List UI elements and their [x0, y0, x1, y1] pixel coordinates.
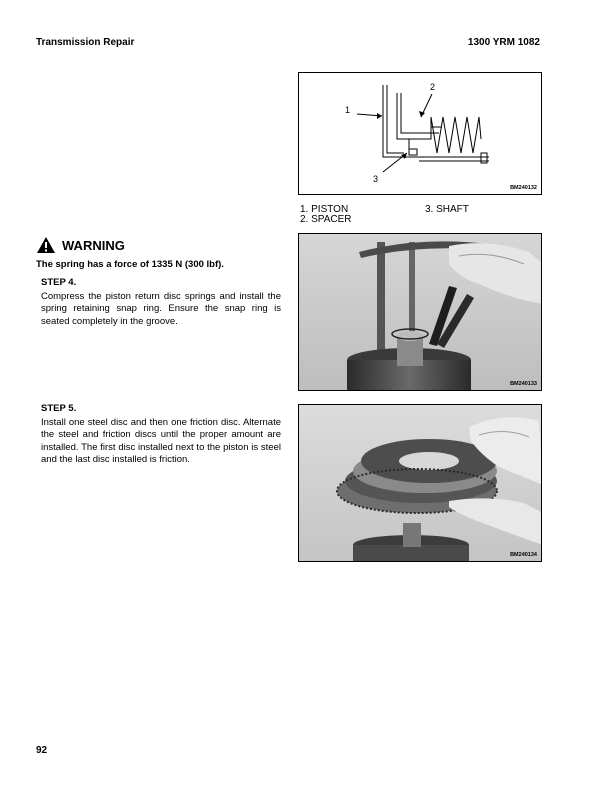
piston-diagram-drawing: [299, 73, 542, 195]
disc-photo-rendering: [299, 405, 542, 562]
snap-ring-photo-rendering: [299, 234, 542, 391]
page-number: 92: [36, 745, 48, 756]
disc-install-photo: [298, 404, 542, 562]
step-4-block: [41, 277, 281, 328]
step-5-title: STEP 5.: [41, 403, 77, 414]
warning-title: WARNING: [62, 237, 125, 253]
legend-item-piston: 1. PISTON: [300, 204, 349, 215]
callout-2: 2: [430, 82, 436, 92]
callout-3: 3: [373, 174, 379, 184]
legend-item-shaft: 3. SHAFT: [425, 204, 469, 215]
figure-id-label: BM240134: [510, 552, 537, 558]
figure-id-label: BM240133: [510, 381, 537, 387]
step-5-block: [41, 403, 281, 467]
piston-diagram-figure: [298, 72, 542, 195]
header-document-number: 1300 YRM 1082: [467, 37, 540, 48]
snap-ring-install-photo: [298, 233, 542, 391]
step-5-body: Install one steel disc and then one friction disc. Alternate the steel and friction discs until the proper amount are installed. The first disc installed next to the piston is steel and the last disc installed is friction.: [41, 416, 281, 465]
warning-block: [36, 236, 281, 270]
warning-triangle-icon: [36, 236, 56, 254]
step-4-title: STEP 4.: [41, 277, 77, 288]
callout-1: 1: [345, 105, 351, 115]
legend-item-spacer: 2. SPACER: [300, 214, 352, 225]
figure-id-label: BM240132: [510, 185, 537, 191]
warning-text: The spring has a force of 1335 N (300 lbf).: [36, 259, 224, 270]
header-section-title: Transmission Repair: [36, 37, 135, 48]
step-4-body: Compress the piston return disc springs and install the spring retaining snap ring. Ensure the snap ring is seated completely in the groove.: [41, 290, 281, 327]
